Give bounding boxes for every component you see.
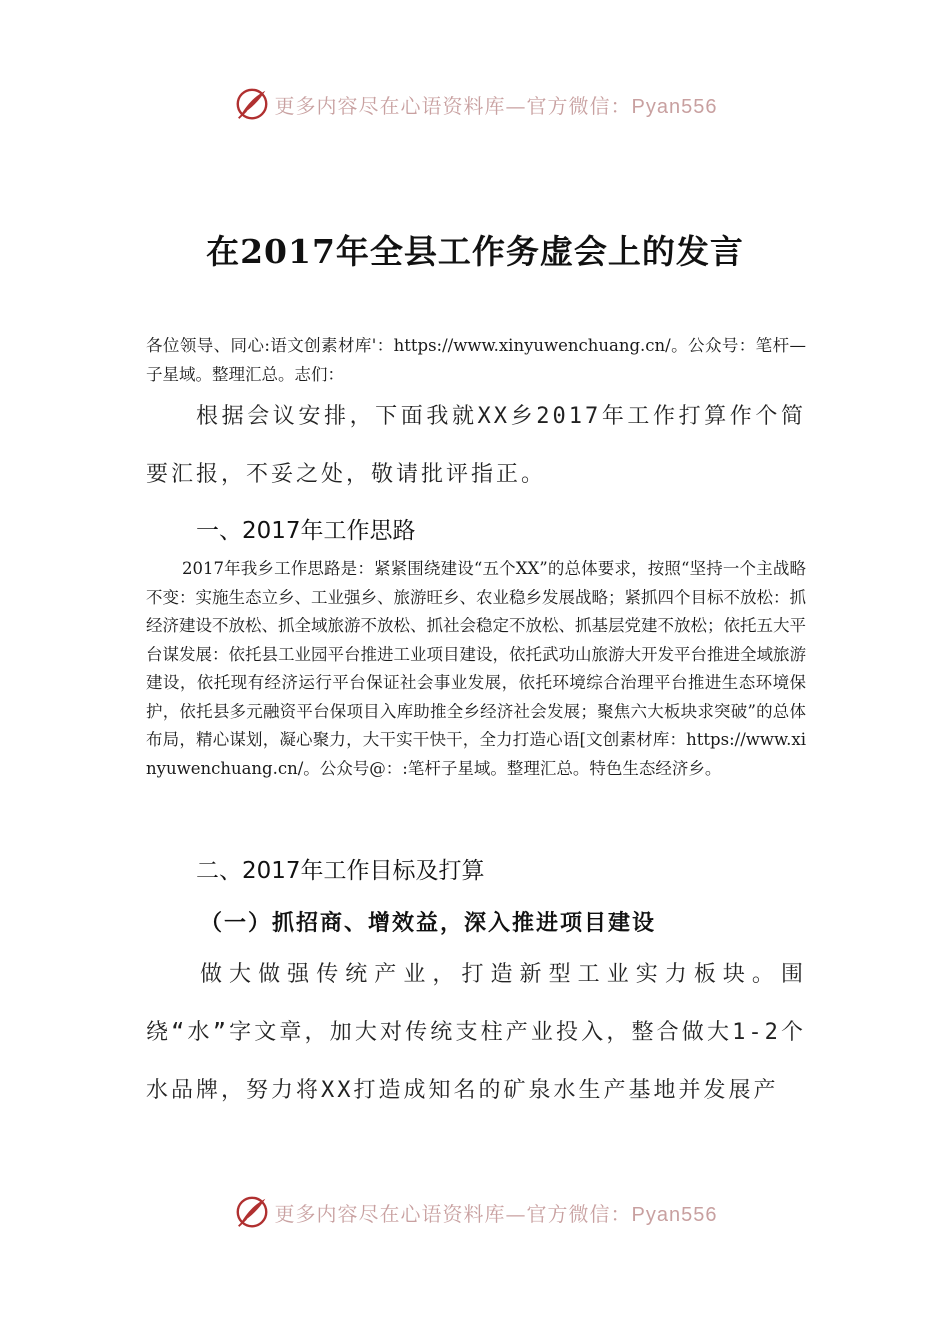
section-1-paragraph: 2017年我乡工作思路是：紧紧围绕建设“五个XX”的总体要求，按照“坚持一个主战略不变：实施生态立乡、工业强乡、旅游旺乡、农业稳乡发展战略；紧抓四个目标不放松：抓经济建设不放松、抓全域旅游不放松、抓社会稳定不放松、抓基层党建不放松；依托五大平台谋发展：依托县工业园平台推进工业项目建设，依托武功山旅游大开发平台推进全域旅游建设，依托现有经济运行平台保证社会事业发展，依托环境综合治理平台推进生态环境保护，依托县多元融资平台保项目入库助推全乡经济社会发展；聚焦六大板块求突破”的总体布局，精心谋划，凝心聚力，大干实干快干，全力打造心语[文创素材库：https://www.xinyuwenchuang.cn/。公众号@：:笔杆子星域。整理汇总。特色生态经济乡。	[146, 559, 806, 778]
subsection-1-paragraph: 做大做强传统产业，打造新型工业实力板块。围绕“水”字文章，加大对传统支柱产业投入，整合做大1-2个水品牌，努力将XX打造成知名的矿泉水生产基地并发展产	[146, 962, 806, 1103]
subsection-heading-1: （一）抓招商、增效益，深入推进项目建设	[200, 910, 657, 936]
quill-logo-icon	[233, 1193, 271, 1231]
footer-watermark	[0, 1190, 950, 1234]
section-heading-2: 二、2017年工作目标及打算	[196, 858, 485, 884]
document-title: 在2017年全县工作务虚会上的发言	[206, 232, 744, 271]
section-heading-1: 一、2017年工作思路	[196, 518, 416, 544]
watermark-text: 更多内容尽在心语资料库—官方微信：Pyan556	[274, 1201, 718, 1226]
watermark-text: 更多内容尽在心语资料库—官方微信：Pyan556	[274, 93, 718, 118]
header-watermark	[0, 82, 950, 126]
intro-paragraph: 根据会议安排，下面我就XX乡2017年工作打算作个简要汇报，不妥之处，敬请批评指正。	[146, 404, 806, 487]
quill-logo-icon	[233, 85, 271, 123]
greeting-paragraph: 各位领导、同心:语文创素材库'：https://www.xinyuwenchuang.cn/。公众号：笔杆—子星域。整理汇总。志们：	[146, 336, 806, 384]
